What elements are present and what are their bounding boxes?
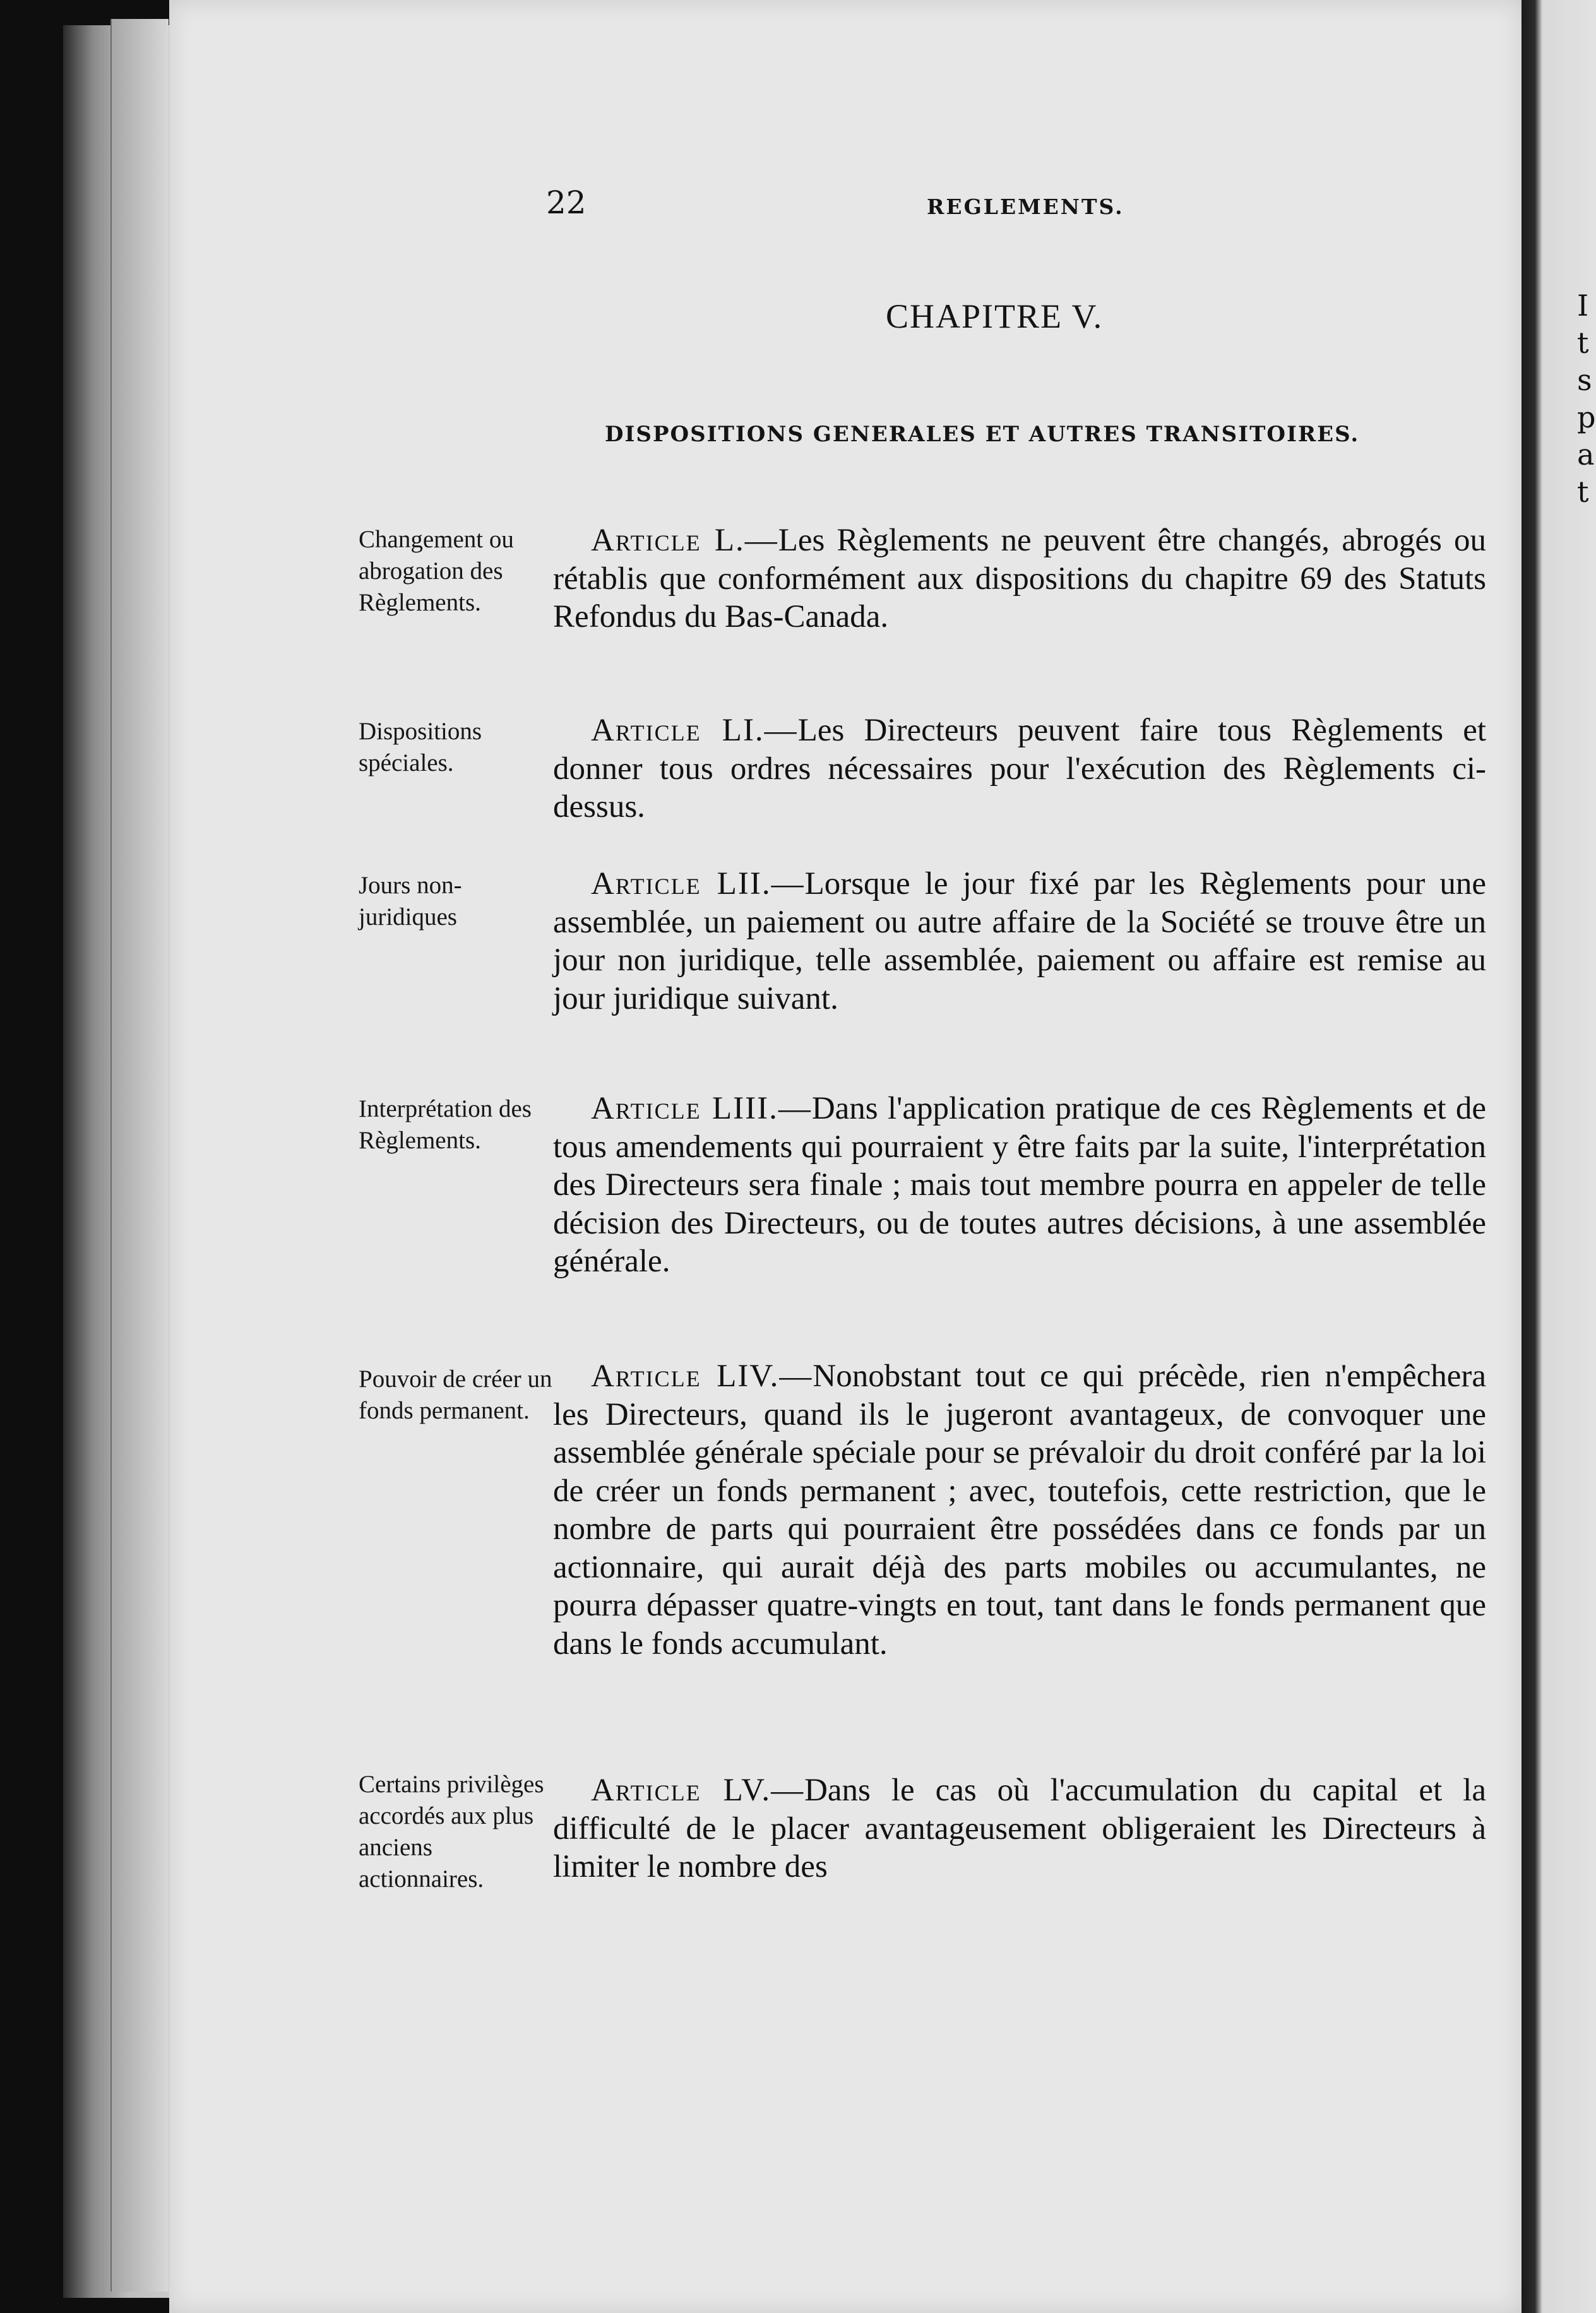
chapter-title: CHAPITRE V.	[886, 297, 1104, 335]
article-text: Dans l'application pratique de ces Règlements et de tous amendements qui pourraient y être faits par la suite, l'interprétation des Directeurs sera finale ; mais tout membre pourra en appeler de telle décision des Directeurs, ou de toutes autres décisions, à une assemblée générale.	[553, 1091, 1486, 1279]
page-number: 22	[546, 184, 587, 221]
article-paragraph	[553, 1771, 1486, 1886]
article-paragraph	[553, 711, 1486, 826]
article-heading: Article LII.—	[591, 866, 805, 901]
article-heading: Article L.—	[591, 523, 778, 558]
running-head: REGLEMENTS.	[927, 194, 1124, 219]
article-heading: Article LIV.—	[591, 1359, 813, 1394]
article-text: Nonobstant tout ce qui précède, rien n'empêchera les Directeurs, quand ils le jugeront avantageux, de convoquer une assemblée générale spéciale pour se prévaloir du droit conféré par la loi de créer un fonds permanent ; avec, toutefois, cette restriction, que le nombre de parts qui pourraient être possédées dans ce fonds par un actionnaire, qui aurait déjà des parts mobiles ou accumulantes, ne pourra dépasser quatre-vingts en tout, tant dans le fonds permanent que dans le fonds accumulant.	[553, 1359, 1486, 1662]
margin-note: Certains privilèges accordés aux plus anciens actionnaires.	[359, 1771, 544, 1893]
article-paragraph	[553, 521, 1486, 636]
margin-note: Dispositions spéciales.	[359, 718, 482, 776]
book-page-stack	[110, 19, 169, 2292]
article-text: Lorsque le jour fixé par les Règlements pour une assemblée, un paiement ou autre affaire de la Société se trouve être un jour non juridique, telle assemblée, paiement ou affaire est remise au jour juridique suivant.	[553, 866, 1486, 1016]
facing-page-fragment: I t s p a t	[1577, 288, 1596, 509]
margin-note: Changement ou abrogation des Règlements.	[359, 526, 514, 616]
article-heading: Article LIII.—	[591, 1091, 812, 1126]
article-heading: Article LI.—	[591, 713, 798, 748]
article-text: Dans le cas où l'accumulation du capital et la difficulté de le placer avantageusement obligeraient les Directeurs à limiter le nombre des	[553, 1773, 1486, 1884]
margin-note: Jours non-juridiques	[359, 872, 462, 931]
article-text: Les Règlements ne peuvent être changés, abrogés ou rétablis que conformément aux dispositions du chapitre 69 des Statuts Refondus du Bas-Canada.	[553, 523, 1486, 634]
margin-note: Pouvoir de créer un fonds permanent.	[359, 1365, 552, 1424]
article-paragraph	[553, 865, 1486, 1018]
margin-note: Interprétation des Règlements.	[359, 1095, 532, 1154]
article-text: Les Directeurs peuvent faire tous Règlements et donner tous ordres nécessaires pour l'exécution des Règlements ci-dessus.	[553, 713, 1486, 824]
article-heading: Article LV.—	[591, 1773, 805, 1808]
article-paragraph	[553, 1357, 1486, 1663]
section-title: DISPOSITIONS GENERALES ET AUTRES TRANSITOIRES.	[605, 422, 1360, 447]
article-paragraph	[553, 1090, 1486, 1281]
